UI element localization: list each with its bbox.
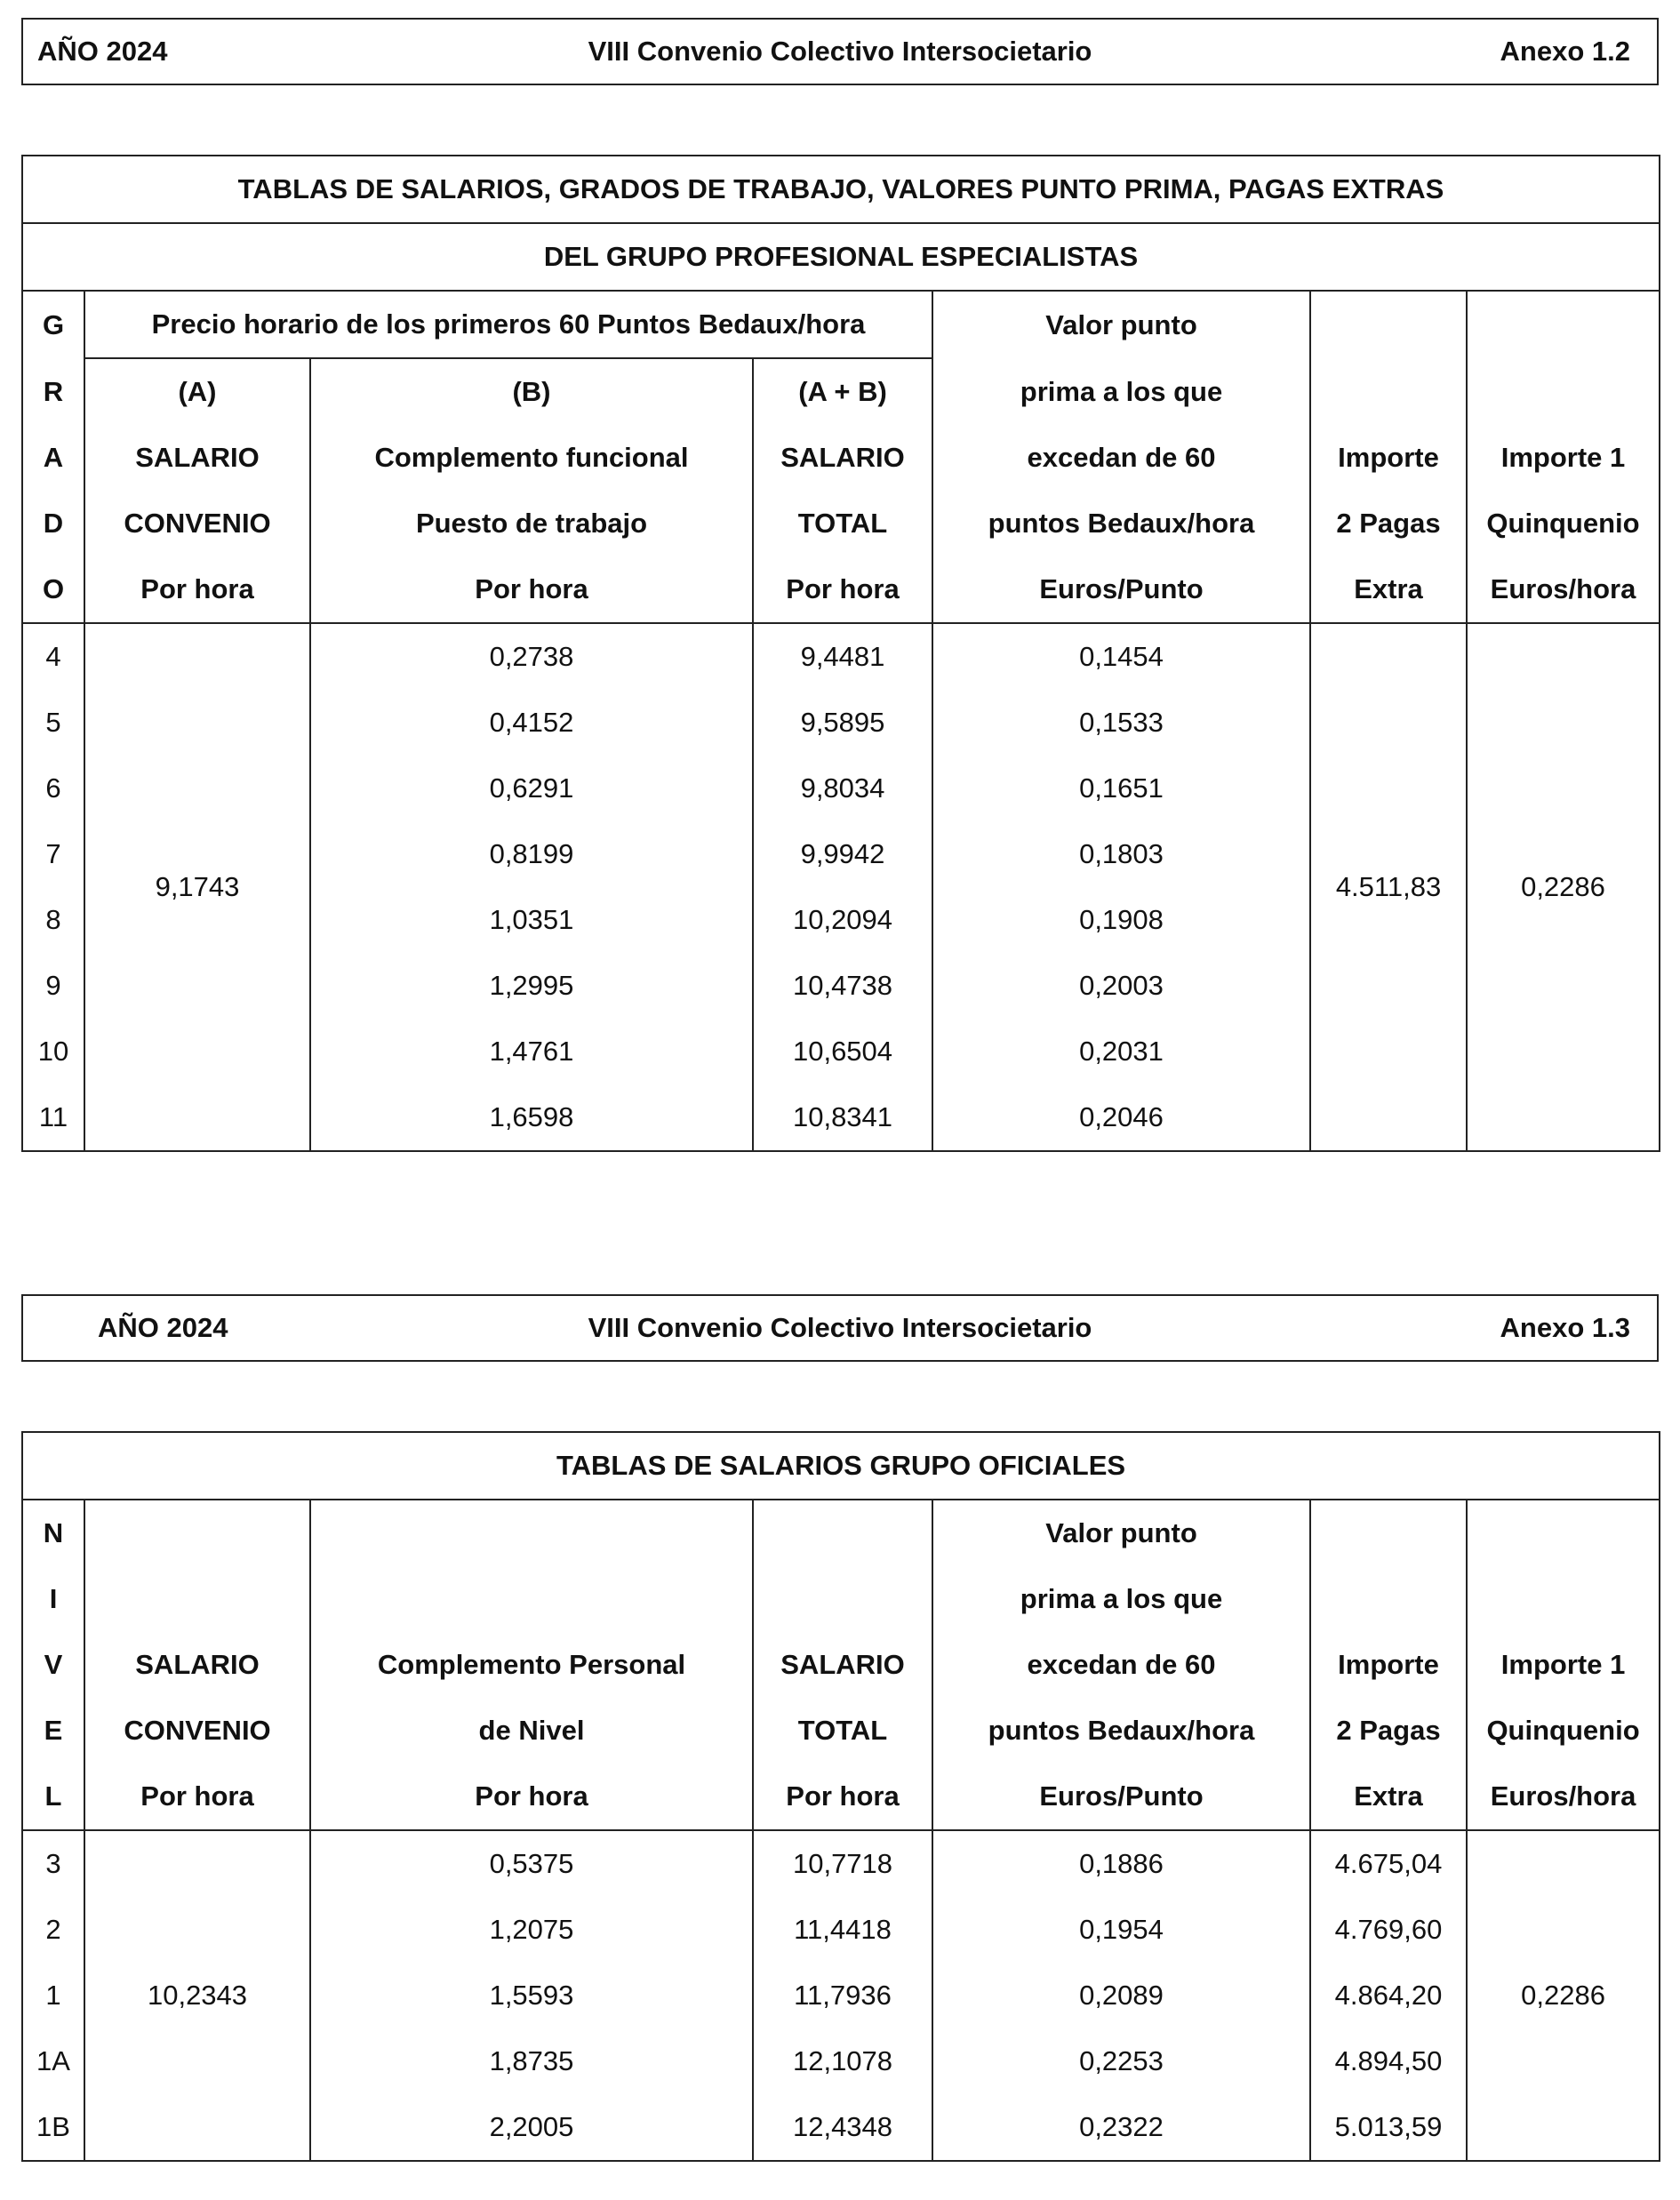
col-b-header: Por hora [310, 556, 753, 623]
salario-total-cell: 9,9942 [753, 821, 932, 887]
table-title-line-2: DEL GRUPO PROFESIONAL ESPECIALISTAS [22, 223, 1660, 291]
oficiales-salary-table [21, 1431, 1660, 2162]
salario-total-cell: 12,1078 [753, 2028, 932, 2094]
col-b-header: (B) [310, 358, 753, 425]
nivel-letter: E [22, 1698, 84, 1764]
col-b-header: Complemento Personal [310, 1632, 753, 1698]
col-valor-header: puntos Bedaux/hora [932, 491, 1310, 556]
complemento-cell: 0,2738 [310, 623, 753, 690]
col-ab-header: SALARIO [753, 425, 932, 491]
col-b-header: de Nivel [310, 1698, 753, 1764]
complemento-cell: 1,4761 [310, 1019, 753, 1084]
nivel-cell: 1 [22, 1963, 84, 2028]
grado-cell: 9 [22, 953, 84, 1019]
valor-punto-cell: 0,2003 [932, 953, 1310, 1019]
grado-cell: 6 [22, 756, 84, 821]
valor-punto-cell: 0,1908 [932, 887, 1310, 953]
nivel-cell: 2 [22, 1897, 84, 1963]
valor-punto-cell: 0,2089 [932, 1963, 1310, 2028]
col-b-header: Puesto de trabajo [310, 491, 753, 556]
grado-letter: R [22, 358, 84, 425]
col-quinquenio-header: Euros/hora [1467, 556, 1660, 623]
header-year: AÑO 2024 [37, 36, 168, 67]
col-ab-header: Por hora [753, 1764, 932, 1830]
nivel-letter: N [22, 1500, 84, 1566]
col-importe-header: 2 Pagas [1310, 491, 1467, 556]
grado-letter: G [22, 291, 84, 358]
grado-cell: 8 [22, 887, 84, 953]
col-a-header: CONVENIO [84, 1698, 310, 1764]
complemento-cell: 0,4152 [310, 690, 753, 756]
col-ab-header: Por hora [753, 556, 932, 623]
col-quinquenio-header: Quinquenio [1467, 1698, 1660, 1764]
complemento-cell: 2,2005 [310, 2094, 753, 2161]
col-importe-header: 2 Pagas [1310, 1698, 1467, 1764]
importe-pagas-cell: 4.894,50 [1310, 2028, 1467, 2094]
table-title-line-1: TABLAS DE SALARIOS, GRADOS DE TRABAJO, VALORES PUNTO PRIMA, PAGAS EXTRAS [22, 156, 1660, 223]
complemento-cell: 0,5375 [310, 1830, 753, 1897]
salario-total-cell: 12,4348 [753, 2094, 932, 2161]
quinquenio-cell: 0,2286 [1467, 623, 1660, 1151]
col-a-header: CONVENIO [84, 491, 310, 556]
col-a-header: (A) [84, 358, 310, 425]
complemento-cell: 1,2075 [310, 1897, 753, 1963]
header-annex: Anexo 1.3 [1500, 1312, 1630, 1343]
header-agreement-title: VIII Convenio Colectivo Intersocietario [588, 1312, 1092, 1343]
grado-letter: O [22, 556, 84, 623]
nivel-letter: I [22, 1566, 84, 1632]
nivel-letter: L [22, 1764, 84, 1830]
valor-punto-cell: 0,2031 [932, 1019, 1310, 1084]
col-importe-header: Extra [1310, 556, 1467, 623]
table-title: TABLAS DE SALARIOS GRUPO OFICIALES [22, 1432, 1660, 1500]
valor-punto-cell: 0,1886 [932, 1830, 1310, 1897]
complemento-cell: 1,8735 [310, 2028, 753, 2094]
importe-pagas-cell: 4.769,60 [1310, 1897, 1467, 1963]
header-annex: Anexo 1.2 [1500, 36, 1630, 67]
valor-punto-cell: 0,2046 [932, 1084, 1310, 1151]
col-quinquenio-header: Importe 1 [1467, 1632, 1660, 1698]
col-valor-header: Valor punto [932, 1500, 1310, 1566]
col-valor-header: prima a los que [932, 1566, 1310, 1632]
col-a-header: SALARIO [84, 425, 310, 491]
col-b-header: Complemento funcional [310, 425, 753, 491]
col-importe-header: Importe [1310, 1632, 1467, 1698]
table-row [22, 1830, 1660, 1897]
header-bar-anexo-1-3 [21, 1294, 1659, 1362]
salario-total-cell: 10,7718 [753, 1830, 932, 1897]
col-importe-header: Extra [1310, 1764, 1467, 1830]
salario-total-cell: 10,2094 [753, 887, 932, 953]
salario-total-cell: 11,7936 [753, 1963, 932, 2028]
valor-punto-cell: 0,2322 [932, 2094, 1310, 2161]
col-a-header: Por hora [84, 556, 310, 623]
valor-punto-cell: 0,1454 [932, 623, 1310, 690]
complemento-cell: 1,0351 [310, 887, 753, 953]
col-importe-header: Importe [1310, 425, 1467, 491]
col-quinquenio-header: Quinquenio [1467, 491, 1660, 556]
complemento-cell: 1,6598 [310, 1084, 753, 1151]
grado-cell: 5 [22, 690, 84, 756]
salario-convenio-cell: 9,1743 [84, 623, 310, 1151]
col-b-header: Por hora [310, 1764, 753, 1830]
salario-total-cell: 10,6504 [753, 1019, 932, 1084]
col-valor-header: excedan de 60 [932, 1632, 1310, 1698]
header-agreement-title: VIII Convenio Colectivo Intersocietario [588, 36, 1092, 67]
grado-cell: 11 [22, 1084, 84, 1151]
col-quinquenio-header: Euros/hora [1467, 1764, 1660, 1830]
salario-total-cell: 9,4481 [753, 623, 932, 690]
complemento-cell: 0,6291 [310, 756, 753, 821]
valor-punto-cell: 0,1954 [932, 1897, 1310, 1963]
header-year: AÑO 2024 [98, 1312, 228, 1343]
valor-punto-cell: 0,2253 [932, 2028, 1310, 2094]
valor-punto-cell: 0,1533 [932, 690, 1310, 756]
col-valor-header: Euros/Punto [932, 556, 1310, 623]
salario-total-cell: 9,5895 [753, 690, 932, 756]
salario-convenio-cell: 10,2343 [84, 1830, 310, 2161]
grado-cell: 10 [22, 1019, 84, 1084]
nivel-cell: 1A [22, 2028, 84, 2094]
col-ab-header: (A + B) [753, 358, 932, 425]
complemento-cell: 1,5593 [310, 1963, 753, 2028]
nivel-letter: V [22, 1632, 84, 1698]
col-ab-header: TOTAL [753, 491, 932, 556]
header-bar-anexo-1-2 [21, 18, 1659, 85]
valor-punto-cell: 0,1651 [932, 756, 1310, 821]
col-ab-header: TOTAL [753, 1698, 932, 1764]
grado-cell: 7 [22, 821, 84, 887]
quinquenio-cell: 0,2286 [1467, 1830, 1660, 2161]
importe-pagas-cell: 4.675,04 [1310, 1830, 1467, 1897]
span-header-precio-horario: Precio horario de los primeros 60 Puntos Bedaux/hora [84, 291, 932, 358]
col-valor-header: puntos Bedaux/hora [932, 1698, 1310, 1764]
importe-pagas-cell: 4.864,20 [1310, 1963, 1467, 2028]
col-ab-header: SALARIO [753, 1632, 932, 1698]
col-a-header: SALARIO [84, 1632, 310, 1698]
complemento-cell: 0,8199 [310, 821, 753, 887]
col-a-header: Por hora [84, 1764, 310, 1830]
col-quinquenio-header: Importe 1 [1467, 425, 1660, 491]
importe-pagas-cell: 4.511,83 [1310, 623, 1467, 1151]
table-row [22, 623, 1660, 690]
col-valor-header: Euros/Punto [932, 1764, 1310, 1830]
col-valor-header: prima a los que [932, 358, 1310, 425]
grado-cell: 4 [22, 623, 84, 690]
especialistas-salary-table [21, 155, 1660, 1152]
importe-pagas-cell: 5.013,59 [1310, 2094, 1467, 2161]
salario-total-cell: 10,8341 [753, 1084, 932, 1151]
col-valor-header: excedan de 60 [932, 425, 1310, 491]
salario-total-cell: 11,4418 [753, 1897, 932, 1963]
valor-punto-cell: 0,1803 [932, 821, 1310, 887]
grado-letter: D [22, 491, 84, 556]
salario-total-cell: 9,8034 [753, 756, 932, 821]
complemento-cell: 1,2995 [310, 953, 753, 1019]
nivel-cell: 3 [22, 1830, 84, 1897]
salario-total-cell: 10,4738 [753, 953, 932, 1019]
nivel-cell: 1B [22, 2094, 84, 2161]
col-valor-header: Valor punto [932, 291, 1310, 358]
grado-letter: A [22, 425, 84, 491]
